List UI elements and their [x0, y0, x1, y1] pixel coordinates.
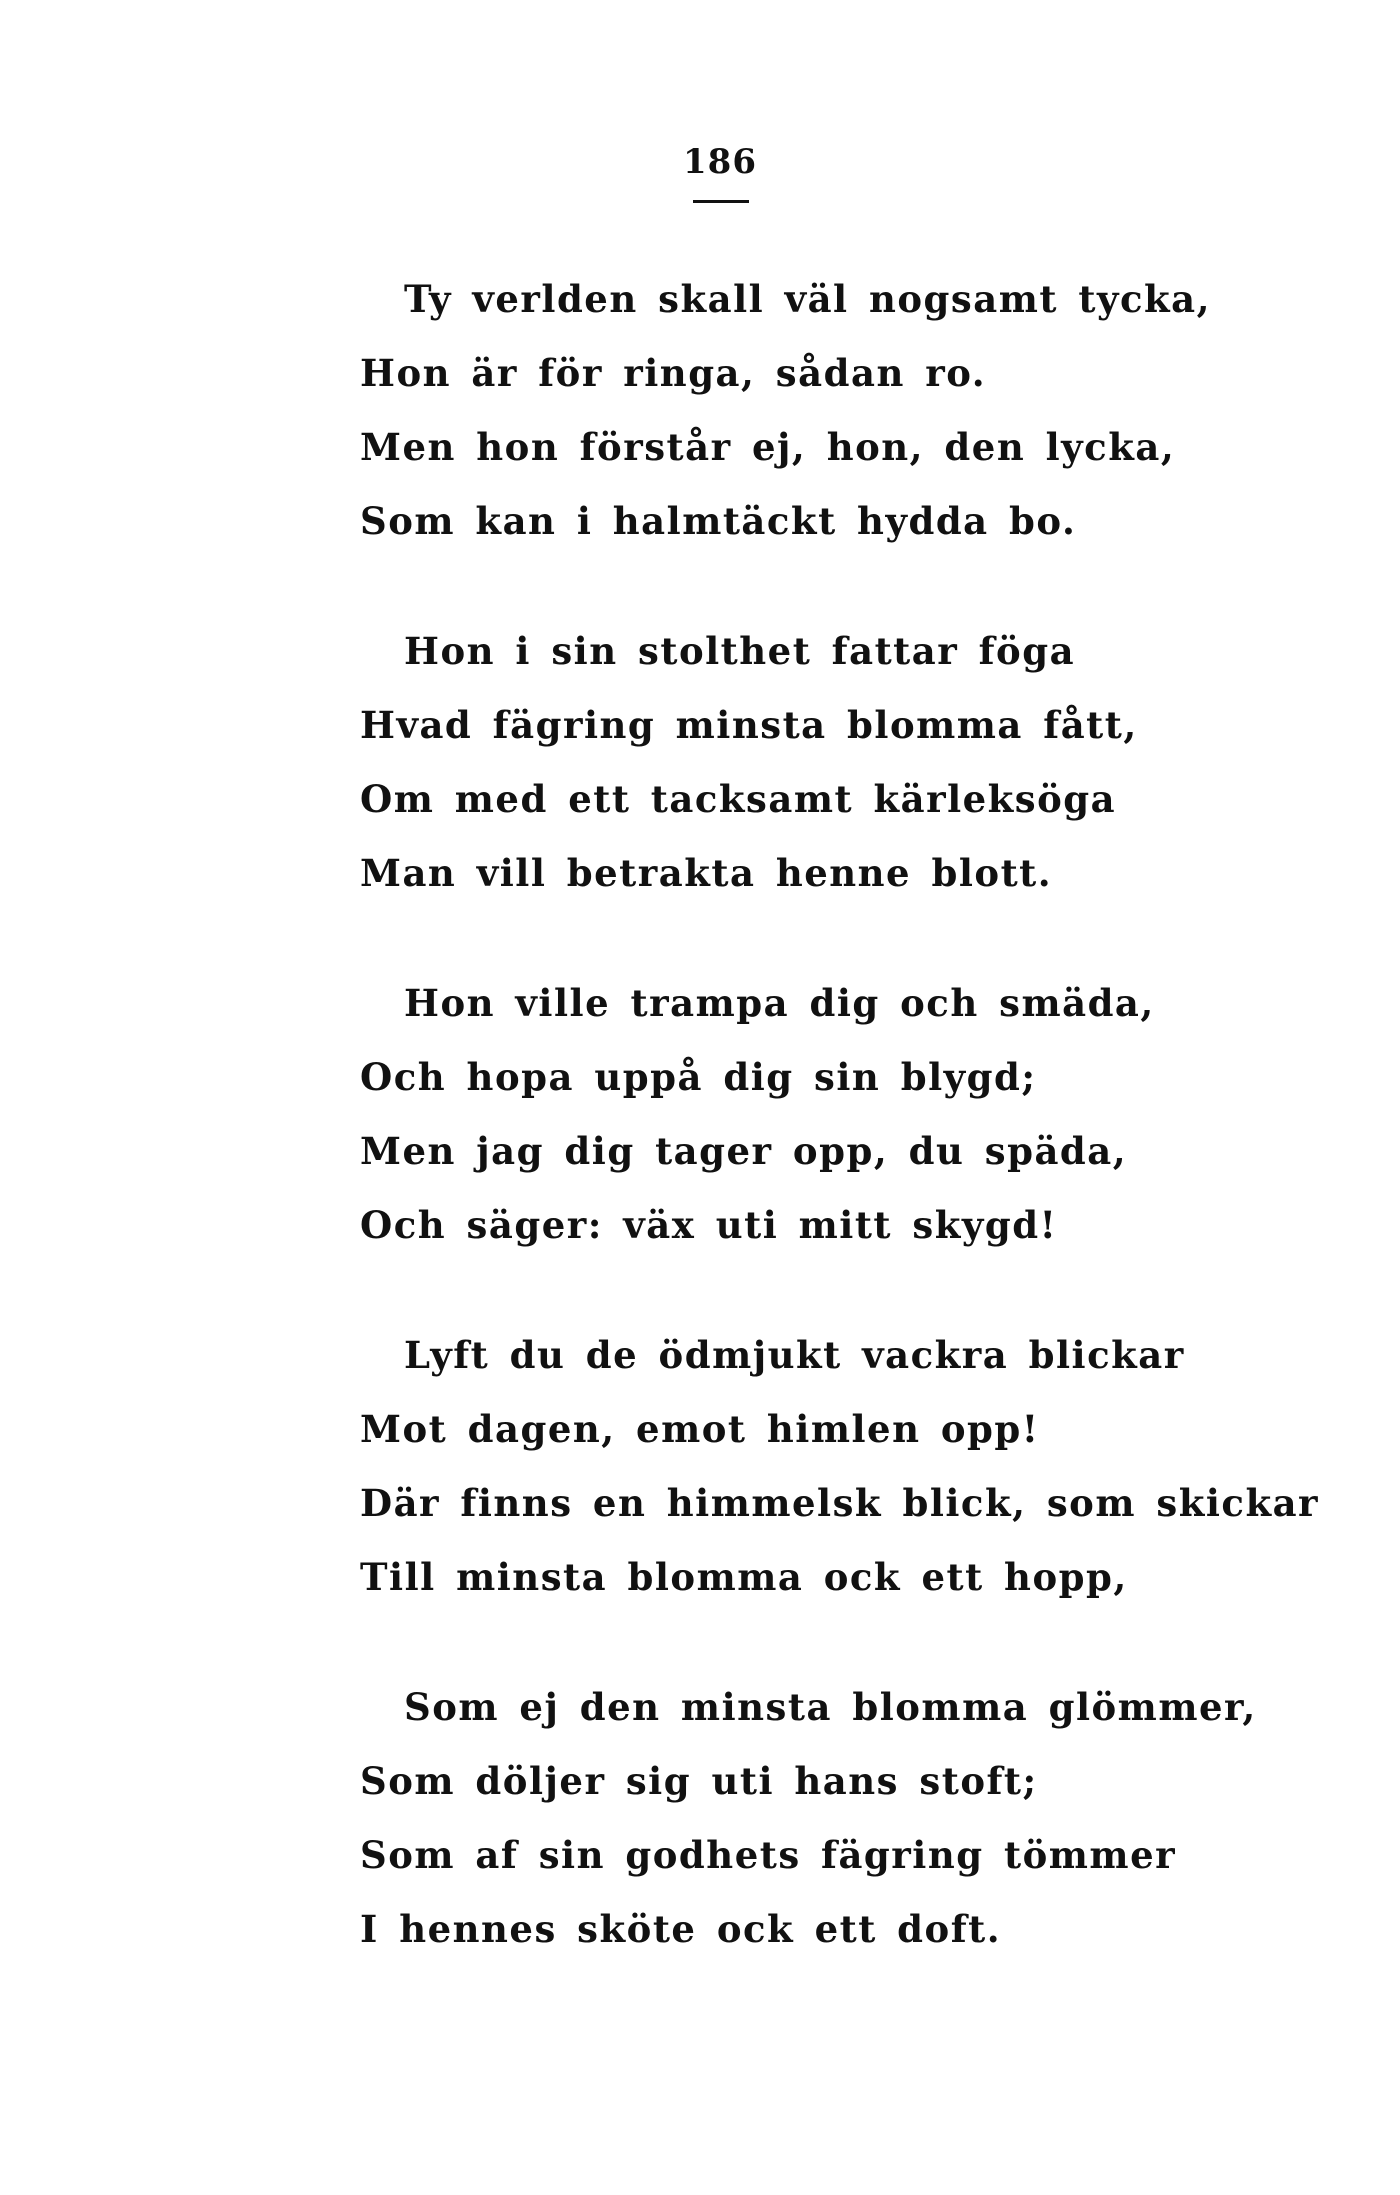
- page-number-rule: [693, 200, 749, 203]
- stanza-5: [360, 1670, 1260, 1966]
- poem-line: Till minsta blomma ock ett hopp,: [360, 1555, 1128, 1599]
- poem-line: Hon ville trampa dig och smäda,: [404, 981, 1155, 1025]
- poem-line: Och hopa uppå dig sin blygd;: [360, 1055, 1037, 1099]
- poem-line: Mot dagen, emot himlen opp!: [360, 1407, 1040, 1451]
- poem-line: Men hon förstår ej, hon, den lycka,: [360, 425, 1176, 469]
- poem-line: Men jag dig tager opp, du späda,: [360, 1129, 1128, 1173]
- poem-line: Och säger: väx uti mitt skygd!: [360, 1203, 1058, 1247]
- poem-line: Som kan i halmtäckt hydda bo.: [360, 499, 1077, 543]
- stanza-2: [360, 614, 1260, 910]
- poem-line: Lyft du de ödmjukt vackra blickar: [404, 1333, 1185, 1377]
- poem-line: Som ej den minsta blomma glömmer,: [404, 1685, 1257, 1729]
- poem-line: Man vill betrakta henne blott.: [360, 851, 1053, 895]
- stanza-3: [360, 966, 1260, 1262]
- poem-line: Som af sin godhets fägring tömmer: [360, 1833, 1177, 1877]
- page-number: 186: [683, 142, 757, 182]
- poem-line: Om med ett tacksamt kärleksöga: [360, 777, 1117, 821]
- poem-line: Hon i sin stolthet fattar föga: [404, 629, 1076, 673]
- poem-line: Där finns en himmelsk blick, som skickar: [360, 1481, 1320, 1525]
- poem: [360, 262, 1320, 2022]
- poem-line: Ty verlden skall väl nogsamt tycka,: [404, 277, 1211, 321]
- poem-line: Som döljer sig uti hans stoft;: [360, 1759, 1038, 1803]
- poem-line: Hvad fägring minsta blomma fått,: [360, 703, 1138, 747]
- stanza-1: [360, 262, 1260, 558]
- stanza-4: [360, 1318, 1320, 1614]
- poem-line: Hon är för ringa, sådan ro.: [360, 351, 987, 395]
- poem-line: I hennes sköte ock ett doft.: [360, 1907, 1002, 1951]
